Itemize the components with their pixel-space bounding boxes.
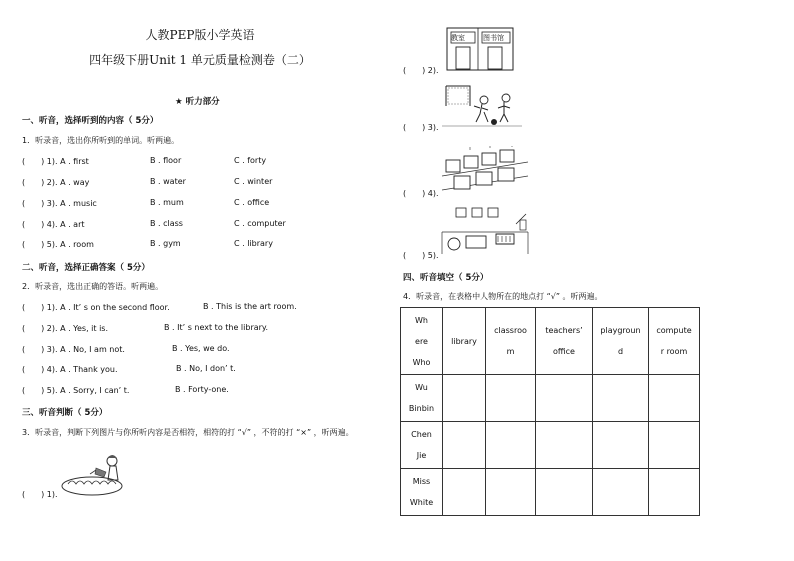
location-table [400,307,700,516]
table-row [401,375,700,422]
column-header-computer-room [649,308,700,375]
answer-item-3-b: B . Yes, we do. [172,344,230,353]
word-item-5-c: C . library [234,239,273,248]
column-header-label: compute [656,326,692,335]
document-title: 人教PEP版小学英语 [145,28,255,42]
computer-room-picture [440,146,530,198]
answer-cell[interactable] [536,375,593,422]
part2-instruction: 2．听录音，选出正确的答语。听两遍。 [22,282,164,291]
part3-heading: 三、听音判断（ 5分） [22,408,108,418]
judge-item-2: ( ) 2). [403,66,439,75]
answer-item-2-b: B . It’ s next to the library. [164,323,269,332]
classroom-sign: 教室 [451,34,465,42]
row-header-label: White [409,498,434,507]
column-header-teachers-office [536,308,593,375]
music-room-picture [440,206,530,258]
word-item-3-b: B . mum [150,198,184,207]
answer-cell[interactable] [593,422,649,469]
column-header-classroom [486,308,536,375]
part4-heading: 四、听音填空（ 5分） [403,273,489,283]
girl-watering-picture [60,452,130,498]
word-item-1-a: ( ) 1). A . first [22,157,89,166]
column-header-label: classroo [494,326,527,335]
judge-item-4: ( ) 4). [403,189,439,198]
judge-item-1: ( ) 1). [22,490,58,499]
row-header-chen-jie [401,422,443,469]
column-header-label: m [506,347,515,356]
word-item-4-c: C . computer [234,219,286,228]
answer-cell[interactable] [486,422,536,469]
column-header-playground [593,308,649,375]
answer-item-2-a: ( ) 2). A . Yes, it is. [22,324,109,333]
word-item-3-a: ( ) 3). A . music [22,199,97,208]
answer-cell[interactable] [536,422,593,469]
word-item-2-b: B . water [150,177,186,186]
row-header-label: Chen [411,430,432,439]
corner-line-3: Who [412,357,431,367]
section-banner: ★ 听力部分 [175,97,220,107]
row-header-wu-binbin [401,375,443,422]
part1-instruction: 1．听录音，选出你所听到的单词。听两遍。 [22,136,180,145]
part3-instruction: 3．听录音，判断下列图片与你所听内容是否相符，相符的打 “√” ，不符的打 “×” ，听两遍。 [22,428,354,437]
word-item-2-a: ( ) 2). A . way [22,178,90,187]
table-corner-cell [401,308,443,375]
corner-line-1: Wh [415,315,428,325]
word-item-1-b: B . floor [150,156,182,165]
word-item-2-c: C . winter [234,177,273,186]
column-header-label: d [617,347,624,356]
answer-item-1-b: B . This is the art room. [203,302,297,311]
library-sign: 图书馆 [483,34,504,42]
answer-cell[interactable] [649,375,700,422]
part4-instruction: 4．听录音，在表格中人物所在的地点打 “√” 。听两遍。 [403,292,603,301]
column-header-label: playgroun [600,326,641,335]
judge-item-3: ( ) 3). [403,123,439,132]
answer-cell[interactable] [443,375,486,422]
word-item-1-c: C . forty [234,156,267,165]
row-header-label: Binbin [408,404,435,413]
document-subtitle: 四年级下册Unit 1 单元质量检测卷（二） [89,53,311,67]
column-header-label: r room [660,347,688,356]
corner-line-2: ere [415,336,428,346]
column-header-label: library [451,336,477,346]
answer-cell[interactable] [593,375,649,422]
answer-cell[interactable] [536,469,593,516]
answer-item-5-b: B . Forty-one. [175,385,229,394]
football-picture [442,82,522,128]
answer-cell[interactable] [649,469,700,516]
part2-heading: 二、听音，选择正确答案（ 5分） [22,263,150,273]
column-header-label: teachers’ [545,326,583,335]
word-item-4-a: ( ) 4). A . art [22,220,85,229]
row-header-miss-white [401,469,443,516]
answer-item-5-a: ( ) 5). A . Sorry, I can’ t. [22,386,130,395]
row-header-label: Jie [416,451,427,460]
answer-item-4-a: ( ) 4). A . Thank you. [22,365,118,374]
word-item-3-c: C . office [234,198,270,207]
answer-item-1-a: ( ) 1). A . It’ s on the second floor. [22,303,170,312]
answer-cell[interactable] [486,469,536,516]
word-item-4-b: B . class [150,219,183,228]
answer-item-4-b: B . No, I don’ t. [176,364,236,373]
table-row [401,469,700,516]
word-item-5-b: B . gym [150,239,181,248]
judge-item-5: ( ) 5). [403,251,439,260]
table-row [401,422,700,469]
answer-item-3-a: ( ) 3). A . No, I am not. [22,345,125,354]
column-header-label: office [553,347,575,356]
row-header-label: Miss [412,477,431,486]
answer-cell[interactable] [486,375,536,422]
answer-cell[interactable] [443,422,486,469]
row-header-label: Wu [415,383,428,392]
part1-heading: 一、听音，选择听到的内容（ 5分） [22,116,159,126]
answer-cell[interactable] [443,469,486,516]
column-header-library [443,308,486,375]
answer-cell[interactable] [649,422,700,469]
word-item-5-a: ( ) 5). A . room [22,240,94,249]
answer-cell[interactable] [593,469,649,516]
